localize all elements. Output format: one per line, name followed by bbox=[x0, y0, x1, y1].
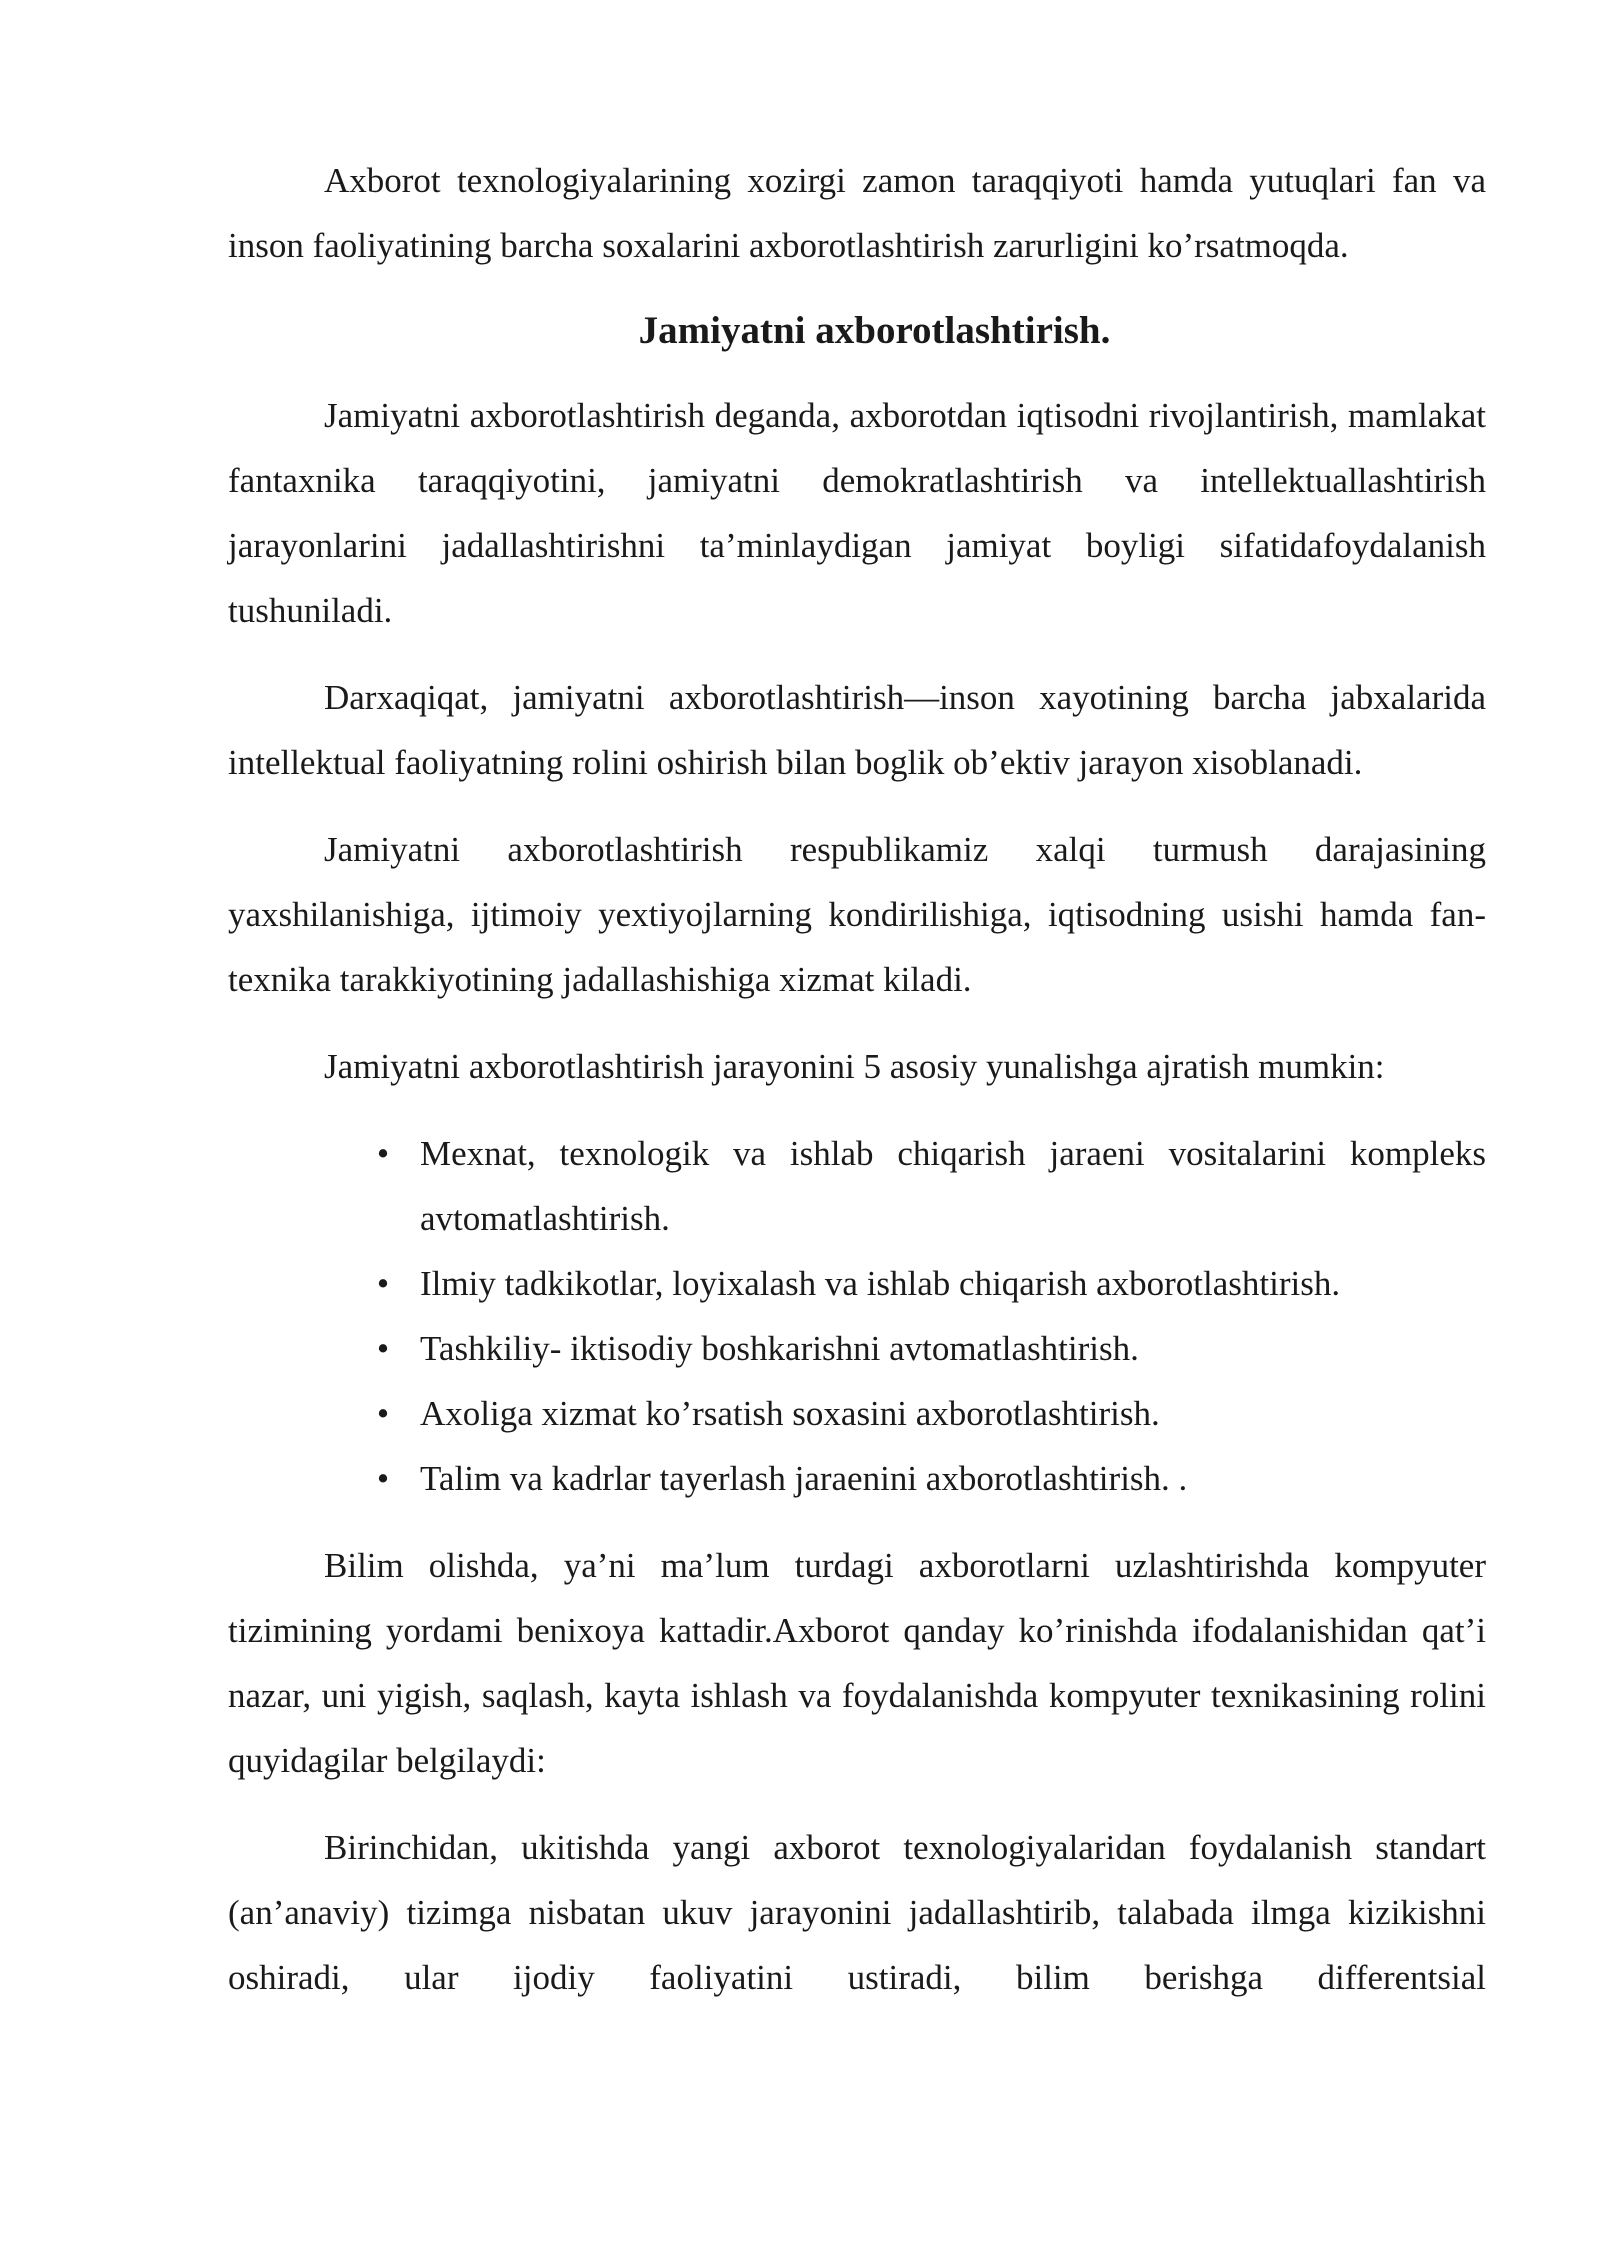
intro-paragraph: Axborot texnologiyalarining xozirgi zamon taraqqiyoti hamda yutuqlari fan va inson faoliyatining barcha soxalarini axborotlashtirish zarurligini ko’rsatmoqda. bbox=[228, 161, 1486, 265]
paragraph-computer-role: Bilim olishda, ya’ni ma’lum turdagi axborotlarni uzlashtirishda kompyuter tizimining yordami benixoya kattadir.Axborot qanday ko’rinishda ifodalanishidan qat’i nazar, uni yigish, saqlash, kayta ishlash va foydalanishda kompyuter texnikasining rolini quyidagilar belgilaydi: bbox=[228, 1546, 1486, 1780]
list-item-text: Talim va kadrlar tayerlash jaraenini axborotlashtirish. . bbox=[420, 1459, 1188, 1498]
document-body bbox=[228, 148, 1486, 2032]
bullet-icon: • bbox=[376, 1459, 390, 1498]
bullet-icon: • bbox=[376, 1134, 390, 1173]
paragraph-benefits: Jamiyatni axborotlashtirish respublikamiz xalqi turmush darajasining yaxshilanishiga, ijtimoiy yextiyojlarning kondirilishiga, iqtisodning usishi hamda fan-texnika tarakkiyotining jadallashishiga xizmat kiladi. bbox=[228, 830, 1486, 999]
list-item bbox=[228, 1446, 1486, 1511]
bullet-icon: • bbox=[376, 1329, 390, 1368]
directions-list bbox=[228, 1121, 1486, 1511]
list-item bbox=[228, 1251, 1486, 1316]
list-item-text: Axoliga xizmat ko’rsatish soxasini axborotlashtirish. bbox=[420, 1394, 1160, 1433]
paragraph-objective-process: Darxaqiqat, jamiyatni axborotlashtirish—inson xayotining barcha jabxalarida intellektual faoliyatning rolini oshirish bilan boglik ob’ektiv jarayon xisoblanadi. bbox=[228, 678, 1486, 782]
list-item-text: Ilmiy tadkikotlar, loyixalash va ishlab chiqarish axborotlashtirish. bbox=[420, 1264, 1341, 1303]
paragraph-firstly: Birinchidan, ukitishda yangi axborot texnologiyalaridan foydalanish standart (an’anaviy) tizimga nisbatan ukuv jarayonini jadallashtirib, talabada ilmga kizikishni oshiradi, ular ijodiy faoliyatini ustiradi, bilim berishga differentsial bbox=[228, 1828, 1486, 1997]
paragraph-definition: Jamiyatni axborotlashtirish deganda, axborotdan iqtisodni rivojlantirish, mamlakat fantaxnika taraqqiyotini, jamiyatni demokratlashtirish va intellektuallashtirish jarayonlarini jadallashtirishni ta’minlaydigan jamiyat boyligi sifatidafoydalanish tushuniladi. bbox=[228, 396, 1486, 630]
list-item-text: Mexnat, texnologik va ishlab chiqarish jaraeni vositalarini kompleks avtomatlashtirish. bbox=[420, 1134, 1486, 1238]
section-heading: Jamiyatni axborotlashtirish. bbox=[638, 309, 1111, 352]
list-item bbox=[228, 1316, 1486, 1381]
list-item-text: Tashkiliy- iktisodiy boshkarishni avtomatlashtirish. bbox=[420, 1329, 1139, 1368]
list-item bbox=[228, 1381, 1486, 1446]
list-item bbox=[228, 1121, 1486, 1251]
bullet-icon: • bbox=[376, 1394, 390, 1433]
bullet-icon: • bbox=[376, 1264, 390, 1303]
paragraph-directions-intro: Jamiyatni axborotlashtirish jarayonini 5 asosiy yunalishga ajratish mumkin: bbox=[324, 1047, 1385, 1086]
